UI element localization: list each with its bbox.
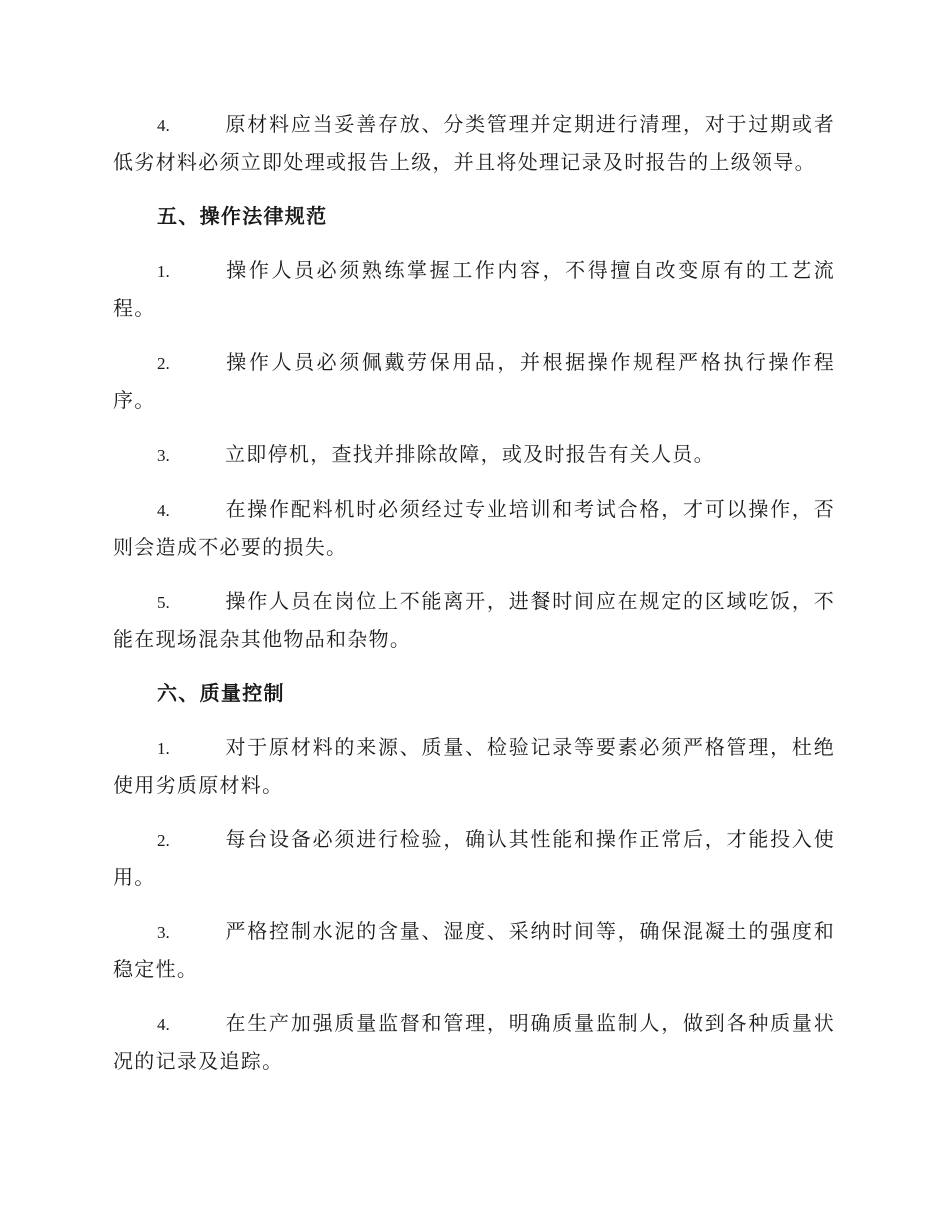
section-heading: 六、质量控制 bbox=[157, 681, 285, 705]
item-number: 1. bbox=[157, 262, 170, 281]
item-text: 在操作配料机时必须经过专业培训和考试合格，才可以操作，否则会造成不必要的损失。 bbox=[113, 497, 835, 559]
item-number: 3. bbox=[157, 923, 170, 942]
item-text: 对于原材料的来源、质量、检验记录等要素必须严格管理，杜绝使用劣质原材料。 bbox=[113, 735, 835, 797]
list-item bbox=[113, 729, 835, 804]
list-item bbox=[113, 491, 835, 566]
item-text: 操作人员在岗位上不能离开，进餐时间应在规定的区域吃饭，不能在现场混杂其他物品和杂物。 bbox=[113, 589, 835, 651]
item-text: 严格控制水泥的含量、湿度、采纳时间等，确保混凝土的强度和稳定性。 bbox=[113, 919, 835, 981]
item-text: 原材料应当妥善存放、分类管理并定期进行清理，对于过期或者低劣材料必须立即处理或报告上级，并且将处理记录及时报告的上级领导。 bbox=[113, 112, 835, 174]
item-number: 4. bbox=[157, 501, 170, 520]
item-number: 5. bbox=[157, 593, 170, 612]
item-text: 操作人员必须熟练掌握工作内容，不得擅自改变原有的工艺流程。 bbox=[113, 258, 835, 320]
list-item bbox=[113, 106, 835, 181]
item-number: 4. bbox=[157, 116, 170, 135]
item-number: 2. bbox=[157, 831, 170, 850]
section-heading: 五、操作法律规范 bbox=[157, 204, 328, 228]
item-number: 3. bbox=[157, 446, 170, 465]
list-item bbox=[113, 583, 835, 658]
list-item bbox=[113, 821, 835, 896]
list-item bbox=[113, 436, 835, 474]
item-number: 2. bbox=[157, 354, 170, 373]
item-number: 4. bbox=[157, 1015, 170, 1034]
list-item bbox=[113, 913, 835, 988]
list-item bbox=[113, 252, 835, 327]
item-number: 1. bbox=[157, 739, 170, 758]
item-text: 立即停机，查找并排除故障，或及时报告有关人员。 bbox=[225, 442, 715, 466]
item-text: 在生产加强质量监督和管理，明确质量监制人，做到各种质量状况的记录及追踪。 bbox=[113, 1011, 835, 1073]
item-text: 每台设备必须进行检验，确认其性能和操作正常后，才能投入使用。 bbox=[113, 827, 835, 889]
document-body bbox=[113, 106, 835, 1097]
list-item bbox=[113, 344, 835, 419]
item-text: 操作人员必须佩戴劳保用品，并根据操作规程严格执行操作程序。 bbox=[113, 350, 835, 412]
list-item bbox=[113, 1005, 835, 1080]
